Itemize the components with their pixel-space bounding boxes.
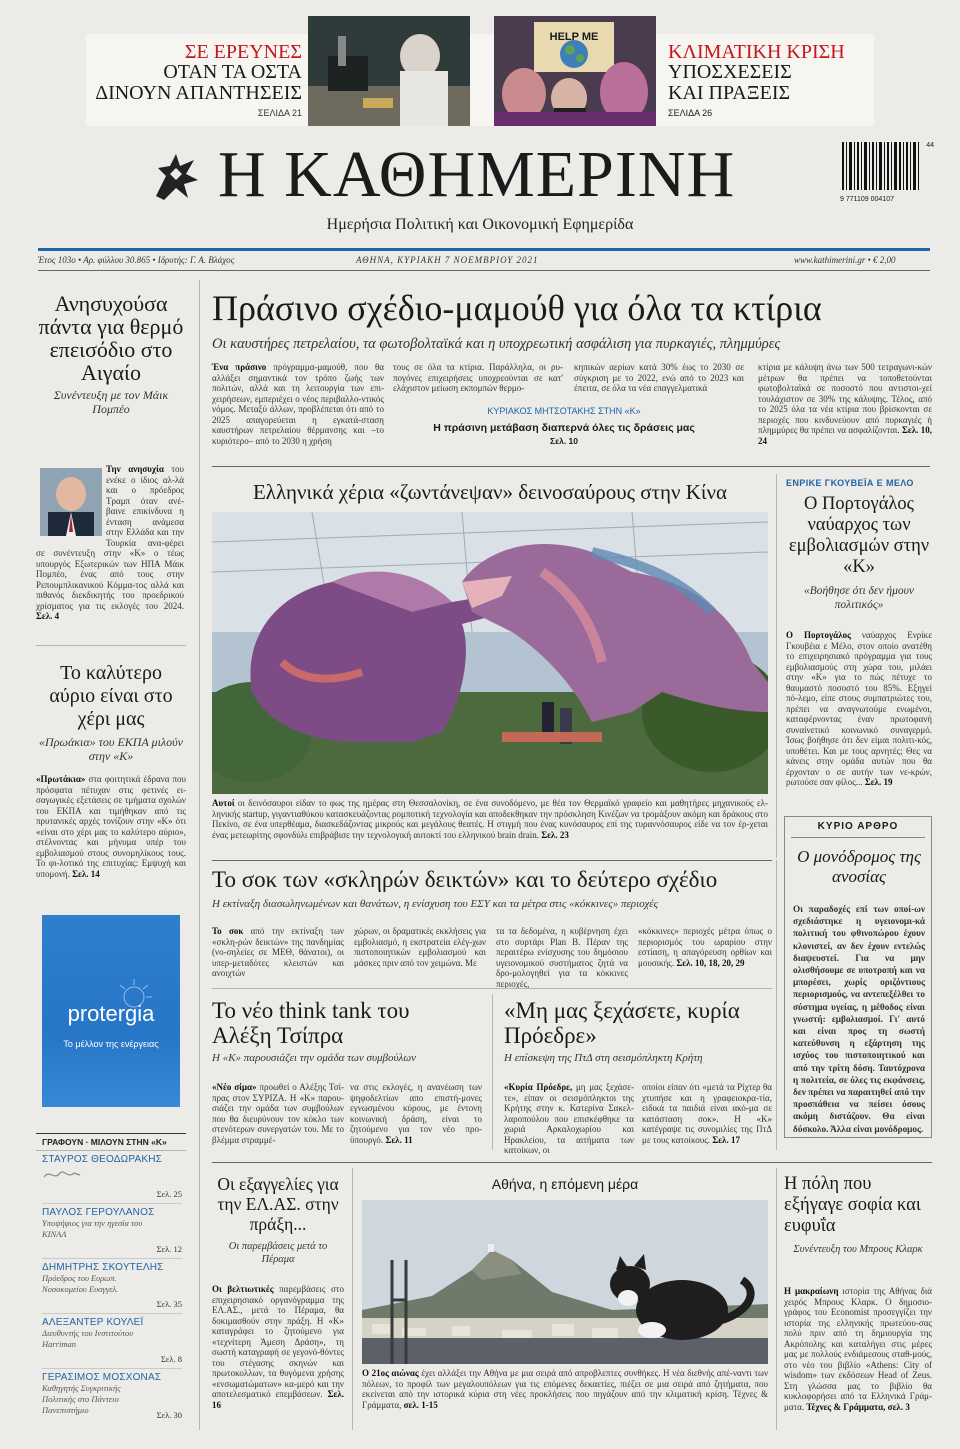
city-headline: Η πόλη που εξήγαγε σοφία και ευφυΐα (784, 1174, 921, 1236)
city-body: Η μακραίωνη ιστορία της Αθήνας διά χειρός Μπρους Κλαρκ. Ο δημοσιο-γράφος του Economist προσεγγίζει την ιστορία της ελληνικής πρωτεύου-σας πολύ πριν από τη δημιουργία της Ακρόπολης και καταλήγει στις μέρες μας με πολλούς ενδιάμεσους σταθ-μούς, στο νέο του βιβλίο «Athens: City of wisdom» των εκδόσεων Head of Zeus. Στη γλώσσα μας το βιβλίο θα κυκλοφορήσει από τα Ελληνικά Γράμ-ματα. Τέχνες & Γράμματα, σελ. 3 (784, 1286, 932, 1412)
main-subtitle: Οι καυστήρες πετρελαίου, τα φωτοβολταϊκά και η υποχρεωτική ασφάλιση για πυρκαγιές, πλημμύρες (212, 336, 781, 352)
columnist-desc: Πρόεδρος του Ευρωπ. Νοσοκομείου Ευαγγελ. (42, 1273, 119, 1294)
masthead-rule (38, 248, 930, 251)
masthead-subtitle: Ημερήσια Πολιτική και Οικονομική Εφημερίδα (326, 216, 634, 233)
columnist-item[interactable] (42, 1154, 182, 1204)
info-rule (38, 270, 930, 271)
portugal-story[interactable] (786, 478, 932, 612)
portugal-tag: ΕΝΡΙΚΕ ΓΚΟΥΒΕΪΑ Ε ΜΕΛΟ (786, 478, 914, 488)
columnists-rule (36, 1133, 186, 1134)
columnist-item[interactable] (42, 1262, 182, 1314)
columnist-name: ΣΤΑΥΡΟΣ ΘΕΟΔΩΡΑΚΗΣ (42, 1154, 162, 1165)
columnist-name: ΠΑΥΛΟΣ ΓΕΡΟΥΛΑΝΟΣ (42, 1207, 155, 1218)
president-subtitle: Η επίσκεψη της ΠτΔ στη σεισμόπληκτη Κρήτη (504, 1052, 703, 1064)
president-headline: «Μη μας ξεχάσετε, κυρία Πρόεδρε» (504, 998, 740, 1048)
barcode-issue: 44 (926, 142, 934, 149)
aegean-story[interactable] (36, 292, 186, 416)
athens-divider-right (776, 1168, 777, 1430)
main-col-3: κηπικών αερίων κατά 30% έως το 2030 σε σύγκριση με το 2022, ενώ από το 2023 και έπειτα, σε όλα τα νέα επαγγελματικά (574, 362, 744, 393)
teaser-right-kicker: ΚΛΙΜΑΤΙΚΗ ΚΡΙΣΗ (668, 41, 845, 63)
pm-inset-label: ΚΥΡΙΑΚΟΣ ΜΗΤΣΟΤΑΚΗΣ ΣΤΗΝ «Κ» (487, 406, 641, 416)
pm-inset-page: Σελ. 10 (549, 436, 579, 446)
columnist-item[interactable] (42, 1317, 182, 1369)
tsipras-headline: Το νέο think tank του Αλέξη Τσίπρα (212, 998, 410, 1048)
main-headline[interactable]: Πράσινο σχέδιο-μαμούθ για όλα τα κτίρια (212, 288, 822, 328)
signature-icon (42, 1167, 182, 1186)
athens-divider-left (352, 1168, 353, 1430)
teaser-left-title-2: ΔΙΝΟΥΝ ΑΠΑΝΤΗΣΕΙΣ (95, 82, 302, 104)
dino-headline[interactable]: Ελληνικά χέρια «ζωντάνεψαν» δεινοσαύρους στην Κίνα (252, 480, 728, 504)
left-rule-1 (36, 645, 186, 646)
police-story[interactable] (212, 1174, 344, 1266)
ekpa-body: «Πρωτάκια» στα φοιτητικά έδρανα που πρόσφατα πέτυχαν στις φετινές ει-σαγωγικές εξετάσεις σε τμήματα σχολών του ΕΚΠΑ και τιμήθηκαν από τις πρυτανικές αρχές τονίζουν στην «Κ» ότι «είναι στο χέρι μας το καλύτερο αύριο», στέλνοντας και μήνυμα υπέρ του εμβολιασμού στους συνομηλίκους τους. Το φι-λοτικό της επιτυχίας: Εμψυχή και υπομονή. Σελ. 14 (36, 774, 187, 879)
right-divider-1 (776, 474, 777, 858)
city-story[interactable] (784, 1174, 932, 1256)
lycabettus-cat-image (362, 1200, 768, 1364)
teaser-right[interactable] (668, 42, 878, 118)
columnists-list (42, 1154, 182, 1427)
mid-divider (492, 994, 493, 1150)
columnist-desc: Υποψήφιος για την ηγεσία του ΚΙΝΑΛ (42, 1218, 143, 1239)
aegean-body: Την ανησυχία του ενέκε ο ίδιος αλ-λά και ο πρόεδρος Τραμπ όταν ανέ-βαινε επικίνδυνα η ένταση ανάμεσα στην Ελλάδα και την Τουρκία ανα-φέρει σε συνέντευξη στην «Κ» ο τέως υπουργός Εξωτερικών των ΗΠΑ Μάικ Πομπέο, ένας από τους στην Ρεπουμπλικανικού Κόμμα-τος αλλά και πιθανός διεκδικητής του προεδρικού χρίσματος για τις εκλογές του 2024. Σελ. 4 (36, 464, 184, 621)
ad-brand: protergia (67, 1001, 155, 1026)
teaser-left-page: ΣΕΛΙΔΑ 21 (257, 108, 302, 118)
teaser-right-title-2: ΚΑΙ ΠΡΑΞΕΙΣ (668, 82, 791, 104)
right-divider-2 (776, 860, 777, 1150)
portugal-subtitle: «Βοήθησε ότι δεν ήμουν πολιτικός» (803, 585, 915, 611)
info-right: www.kathimerini.gr • € 2,00 (794, 255, 896, 265)
columnist-name: ΔΗΜΗΤΡΗΣ ΣΚΟΥΤΕΛΗΣ (42, 1262, 164, 1273)
covid-rule (212, 860, 772, 861)
police-subtitle: Οι παρεμβάσεις μετά το Πέραμα (228, 1241, 328, 1265)
covid-headline[interactable]: Το σοκ των «σκληρών δεικτών» και το δεύτερο σχέδιο (212, 867, 718, 892)
covid-subtitle: Η εκτίναξη διασωληνωμένων και θανάτων, η ενίσχυση του ΕΣΥ και τα μέτρα στις «κόκκινες» περιοχές (212, 898, 659, 910)
pm-inset-text: Η πράσινη μετάβαση διαπερνά όλες τις δράσεις μας (433, 422, 695, 434)
teaser-left-title-1: ΟΤΑΝ ΤΑ ΟΣΤΑ (163, 61, 302, 83)
barcode (840, 142, 934, 206)
athens-headline[interactable]: Αθήνα, η επόμενη μέρα (491, 1176, 639, 1192)
protest-photo (494, 16, 656, 126)
aegean-headline: Ανησυχούσα πάντα για θερμό επεισόδιο στο Αιγαίο (38, 291, 184, 385)
dinosaur-image (212, 512, 768, 794)
main-col-1: Ένα πράσινο πρόγραμμα-μαμούθ, που θα αλλάξει σημαντικά τον τρόπο ζωής των πολιτών, αλλά και τη λειτουργία των επι-χειρήσεων, εμπεριέχει ο νέος περιβαλλο-ντικός νόμος. Μεταξύ άλλων, προβλέπεται ότι από το 2025 απαγορεύεται η εγκατά-σταση καυστήρων πετρελαίου θέρμανσης και –το κυριότερο– από το 2030 η χρήση (212, 362, 384, 446)
columnist-name: ΓΕΡΑΣΙΜΟΣ ΜΟΣΧΟΝΑΣ (42, 1372, 162, 1383)
dino-caption: Αυτοί οι δεινόσαυροι είδαν το φως της ημέρας στη Θεσσαλονίκη, σε ένα συνοδόμενο, με θέα τον Θερμαϊκό γραφείο και μαθητήρες μηχανικούς ελ-ληνικής startup, γιγαντιαθύκου κατασκευάζοντας ρομποτική τεχνολογία και αποδεκθηκαν την πρόσκληση Κινέζων να τρομάξουν ακόμη και δράκους στο Πεκίνο, σε ένα υπερθέαμα, διασκεδάζοντας μικρούς και μεγάλους θεατές. Η στιγμή που ένας κυνόσαυρος επί της τυραννόσαυρος είδε να τον έρ-χεται ένας μετεωρίτης σφονδύλι επιβράβισε την τεχνολογική αυτοκτί του ελληνικού brain drain. Σελ. 23 (212, 798, 769, 840)
tsipras-story[interactable] (212, 998, 482, 1064)
columnist-page: Σελ. 25 (156, 1189, 182, 1199)
president-story[interactable] (504, 998, 772, 1064)
athens-photo[interactable] (362, 1200, 768, 1364)
griffin-logo (146, 146, 206, 206)
main-rule (212, 466, 930, 467)
main-col-2: τους σε όλα τα κτίρια. Παράλληλα, οι ρυ-πογόνες επιχειρήσεις υποχρεούνται σε κατ' ελάχιστον μείωση εκπομπών θερμο- (393, 362, 563, 393)
columnist-page: Σελ. 30 (156, 1410, 182, 1420)
covid-col-2: χώρων, οι δραματικές εκκλήσεις για εμβολιασμό, η εκστρατεία ελέγ-χων πιστοποιητικών εμβολιασμού και μάσκες πριν από τον χειμώνα. Με (354, 926, 486, 968)
columnist-desc: Διευθυντής του Ινστιτούτου Harriman (42, 1328, 134, 1349)
columnist-item[interactable] (42, 1372, 182, 1424)
athens-caption: Ο 21ος αιώνας έχει αλλάξει την Αθήνα με μια σειρά από απροβλεπτες συνθήκες. Η νέα διεθνής απέ-ναντι των πόλεων, το προφίλ των μεγαλουπόλεων για τις επόμενες δεκαετίες, πιέζει σε μια σειρά από ζητήματα, που εκείνεται από την ιστορικά κύρια στη νέες προκλήσεις που πηγάζουν από την κλιματική κρίση. Τέχνες & Γράμματα, σελ. 1-15 (362, 1368, 769, 1410)
columnist-item[interactable] (42, 1207, 182, 1259)
teaser-right-photo[interactable] (494, 16, 656, 126)
barcode-icon (840, 142, 928, 198)
aegean-subtitle: Συνέντευξη με τον Μάικ Πομπέο (53, 388, 169, 416)
portugal-headline: Ο Πορτογάλος ναύαρχος των εμβολιασμών στην «Κ» (788, 494, 930, 577)
teaser-left-photo[interactable] (308, 16, 470, 126)
info-left: Έτος 103ο • Αρ. φύλλου 30.865 • Ιδρυτής: Γ. Α. Βλάχος (38, 255, 235, 265)
teaser-left-kicker: ΣΕ ΕΡΕΥΝΕΣ (184, 41, 302, 63)
pm-inset[interactable] (404, 404, 724, 452)
protergia-ad[interactable] (42, 915, 180, 1107)
lab-photo (308, 16, 470, 126)
mid-rule (212, 988, 772, 989)
columnist-desc: Καθηγητής Συγκριτικής Πολιτικής στο Πάντειο Πανεπιστήμιο (42, 1383, 121, 1415)
masthead-title[interactable]: Η ΚΑΘΗΜΕΡΙΝΗ (218, 138, 736, 211)
info-date: ΑΘΗΝΑ, ΚΥΡΙΑΚΗ 7 ΝΟΕΜΒΡΙΟΥ 2021 (356, 255, 539, 265)
editorial-headline: Ο μονόδρομος της ανοσίας (797, 847, 921, 886)
dino-photo[interactable] (212, 512, 768, 794)
columnist-page: Σελ. 12 (156, 1244, 182, 1254)
police-body: Οι βελτιωτικές παρεμβάσεις στο επιχειρησιακό οργανόγραμμα της ΕΛ.ΑΣ., μετά το Πέραμα, θα δοκιμασθούν στην πράξη. Η «Κ» καταγράφει το ζητούμενο για «τεχνίτερη Άμεση Δράση», τη σωστή καταγραφή σε γεγονό-θόντες του στέγασης σκηνών και πρωτοκολλων, τα θυγόμενα χρήσης «ενσωματώματων» κα-μερό και την αποτελεσματικό επεμβάσεων. Σελ. 16 (212, 1284, 344, 1410)
city-subtitle: Συνέντευξη του Μπρους Κλαρκ (793, 1244, 923, 1255)
ad-tagline: Το μέλλον της ενέργειας (63, 1039, 159, 1049)
portugal-body: Ο Πορτογάλος ναύαρχος Ενρίκε Γκουβέια ε Μέλο, στον οποίο ανατέθη το επιχειρησιακό πρόγραμμα για τους εμβολιασμούς στη χώρα του, μιλάει στην «Κ» για το πώς πέτυχε το θαυμαστό ποσοστό του 85%. Εξηγεί πό-λεμο, είπε στους συμπατριώτες του, πρέπει να αναγνωτούμε ενωμένοι, καταφέρνοντας έναν πρωτοφανή συναίνετικό κοινωνικό συναγερμό. Ίσως βοήθησε ότι δεν είμαι πολιτι-κός, υποθέτει. Και με τους αρνητές; Θες να κάνεις στην ομάδα αυτών που θα έρχονταν ο σε αυτήν των νε-κρών, ρωτούσε σαν φίλος... Σελ. 19 (786, 630, 932, 787)
covid-col-3: τα τα δεδομένα, η κυβέρνηση έχει στο συρτάρι Plan B. Πέραν της περαιτέρω ενίσχυσης του δημόσιου υγειονομικού συστήματος ζητά να δρο-μολογηθεί για τα κόκκινες περιοχές, (496, 926, 628, 989)
editorial-box[interactable] (784, 816, 932, 1138)
ekpa-story[interactable] (36, 662, 186, 763)
police-headline: Οι εξαγγελίες για την ΕΛ.ΑΣ. στην πράξη... (217, 1174, 339, 1234)
teaser-left[interactable] (92, 42, 302, 118)
main-col-4: κτίρια με κάλυψη άνω των 500 τετραγωνι-κών μέτρων θα πρέπει να τοποθετούνται φωτοβολταϊκά σε ποσοστό που αντιστοι-χεί τουλάχιστον σε 30% της κάλυψης. Τέλος, από το 2025 όλα τα νέα κτίρια που βρίσκονται σε περιοχές που κινδυνεύουν από πυρκαγιές ή πλημμύρες θα πρέπει να ασφαλίζονται. Σελ. 10, 24 (758, 362, 933, 446)
barcode-number: 9 771109 004107 (840, 196, 894, 203)
columnist-page: Σελ. 35 (156, 1299, 182, 1309)
lower-rule (212, 1162, 932, 1163)
editorial-label: ΚΥΡΙΟ ΑΡΘΡΟ (817, 821, 899, 832)
columnist-name: ΑΛΕΞΑΝΤΕΡ ΚΟΥΛΕΪ (42, 1317, 144, 1328)
columnist-page: Σελ. 8 (160, 1354, 182, 1364)
ekpa-headline: Το καλύτερο αύριο είναι στο χέρι μας (49, 662, 173, 730)
editorial-body: Οι παραδοχές επί των οποί-ων σχεδιάστηκε η υγειονομι-κά πολιτική του φθινοπώρου έχουν κλονιστεί, αν δεν έχουν εντελώς διαψευστεί. Για να μην ολισθήσουμε σε υποτροπή και να μπορέσει, χωρίς οριζόντιους περιορισμούς, να αντεπεξέλθει το σύστημα υγείας, η μέθοδος είναι γνωστή: εμβολιασμοί. Γι' αυτό και είναι προς τη σωστή κατεύθυνση η εξάρτηση της ισχύος του πιστοποιητικού και από την τρίτη δόση. Ταυτόχρονα η πολιτεία, σε όλες τις εκφάνσεις, δεν πρέπει να παραιτηθεί από την προσπάθεια να πείσει όσους ακόμη διστάζουν. Θα είναι δύσκολο. Άλλα είναι μονόδρομος. (793, 904, 925, 1134)
left-divider (199, 280, 200, 1430)
ekpa-subtitle: «Πρωάκια» του ΕΚΠΑ μιλούν στην «Κ» (39, 735, 183, 763)
president-col-2: οποίοι είπαν ότι «μετά τα Ρίχτερ θα χτυπήσε και η γραφειοκρα-τία, ειδικά τα παιδιά είναι ακό-μα σε κατάσταση σοκ». Η «Κ» κατέγραψε τις συνομιλίες της ΠτΔ με τους κατοίκους. Σελ. 17 (642, 1082, 772, 1145)
tsipras-subtitle: Η «Κ» παρουσιάζει την ομάδα των συμβούλων (212, 1052, 416, 1064)
teaser-right-title-1: ΥΠΟΣΧΕΣΕΙΣ (668, 61, 792, 83)
teaser-right-page: ΣΕΛΙΔΑ 26 (668, 108, 713, 118)
covid-col-1: Το σοκ από την εκτίναξη των «σκλη-ρών δεικτών» της πανδημίας (νο-σηλείες σε ΜΕΘ, θάνατοι), οι υπερ-μεταδότες κλειστών και ανοιχτών (212, 926, 345, 978)
president-col-1: «Κυρία Πρόεδρε, μη μας ξεχάσε-τε», είπαν οι σεισμόπληκτοι της Κρήτης στην κ. Κατερίνα Σακελ-λαροπούλου που επισκέφθηκε τα χωριά Αρκαλοχωρίου και Ηρακλείου, τα αιτήματα των κατοίκων, οι (504, 1082, 634, 1155)
columnists-rule-2 (36, 1150, 186, 1151)
tsipras-col-1: «Νέο σίμα» προωθεί ο Αλέξης Τσί-πρας στον ΣΥΡΙΖΑ. Η «Κ» παρου-σιάζει την ομάδα των συμβούλων που θα διευρύνουν τον κύκλο των στενότερων συνεργατών του. Με το βλέμμα στραμμέ- (212, 1082, 344, 1145)
svg-text:HELP ME: HELP ME (549, 31, 599, 43)
griffin-icon (146, 146, 206, 206)
columnists-header: ΓΡΑΦΟΥΝ · ΜΙΛΟΥΝ ΣΤΗΝ «Κ» (42, 1137, 167, 1147)
covid-col-4: «κόκκινες» περιοχές μέτρα όπως ο περιορισμός του ωραρίου στην εστίαση, η απαγόρευση ορθίων και μουσικής. Σελ. 10, 18, 20, 29 (638, 926, 772, 968)
tsipras-col-2: να στις εκλογές, η ανανέωση των ψηφοδελτίων απο επιστή-μονες εγνωσμένου κύρους, με έντονη κοινωνική δράση, είναι το ζητούμενο για τον νέο προ-ϋπουργό. Σελ. 11 (350, 1082, 482, 1145)
